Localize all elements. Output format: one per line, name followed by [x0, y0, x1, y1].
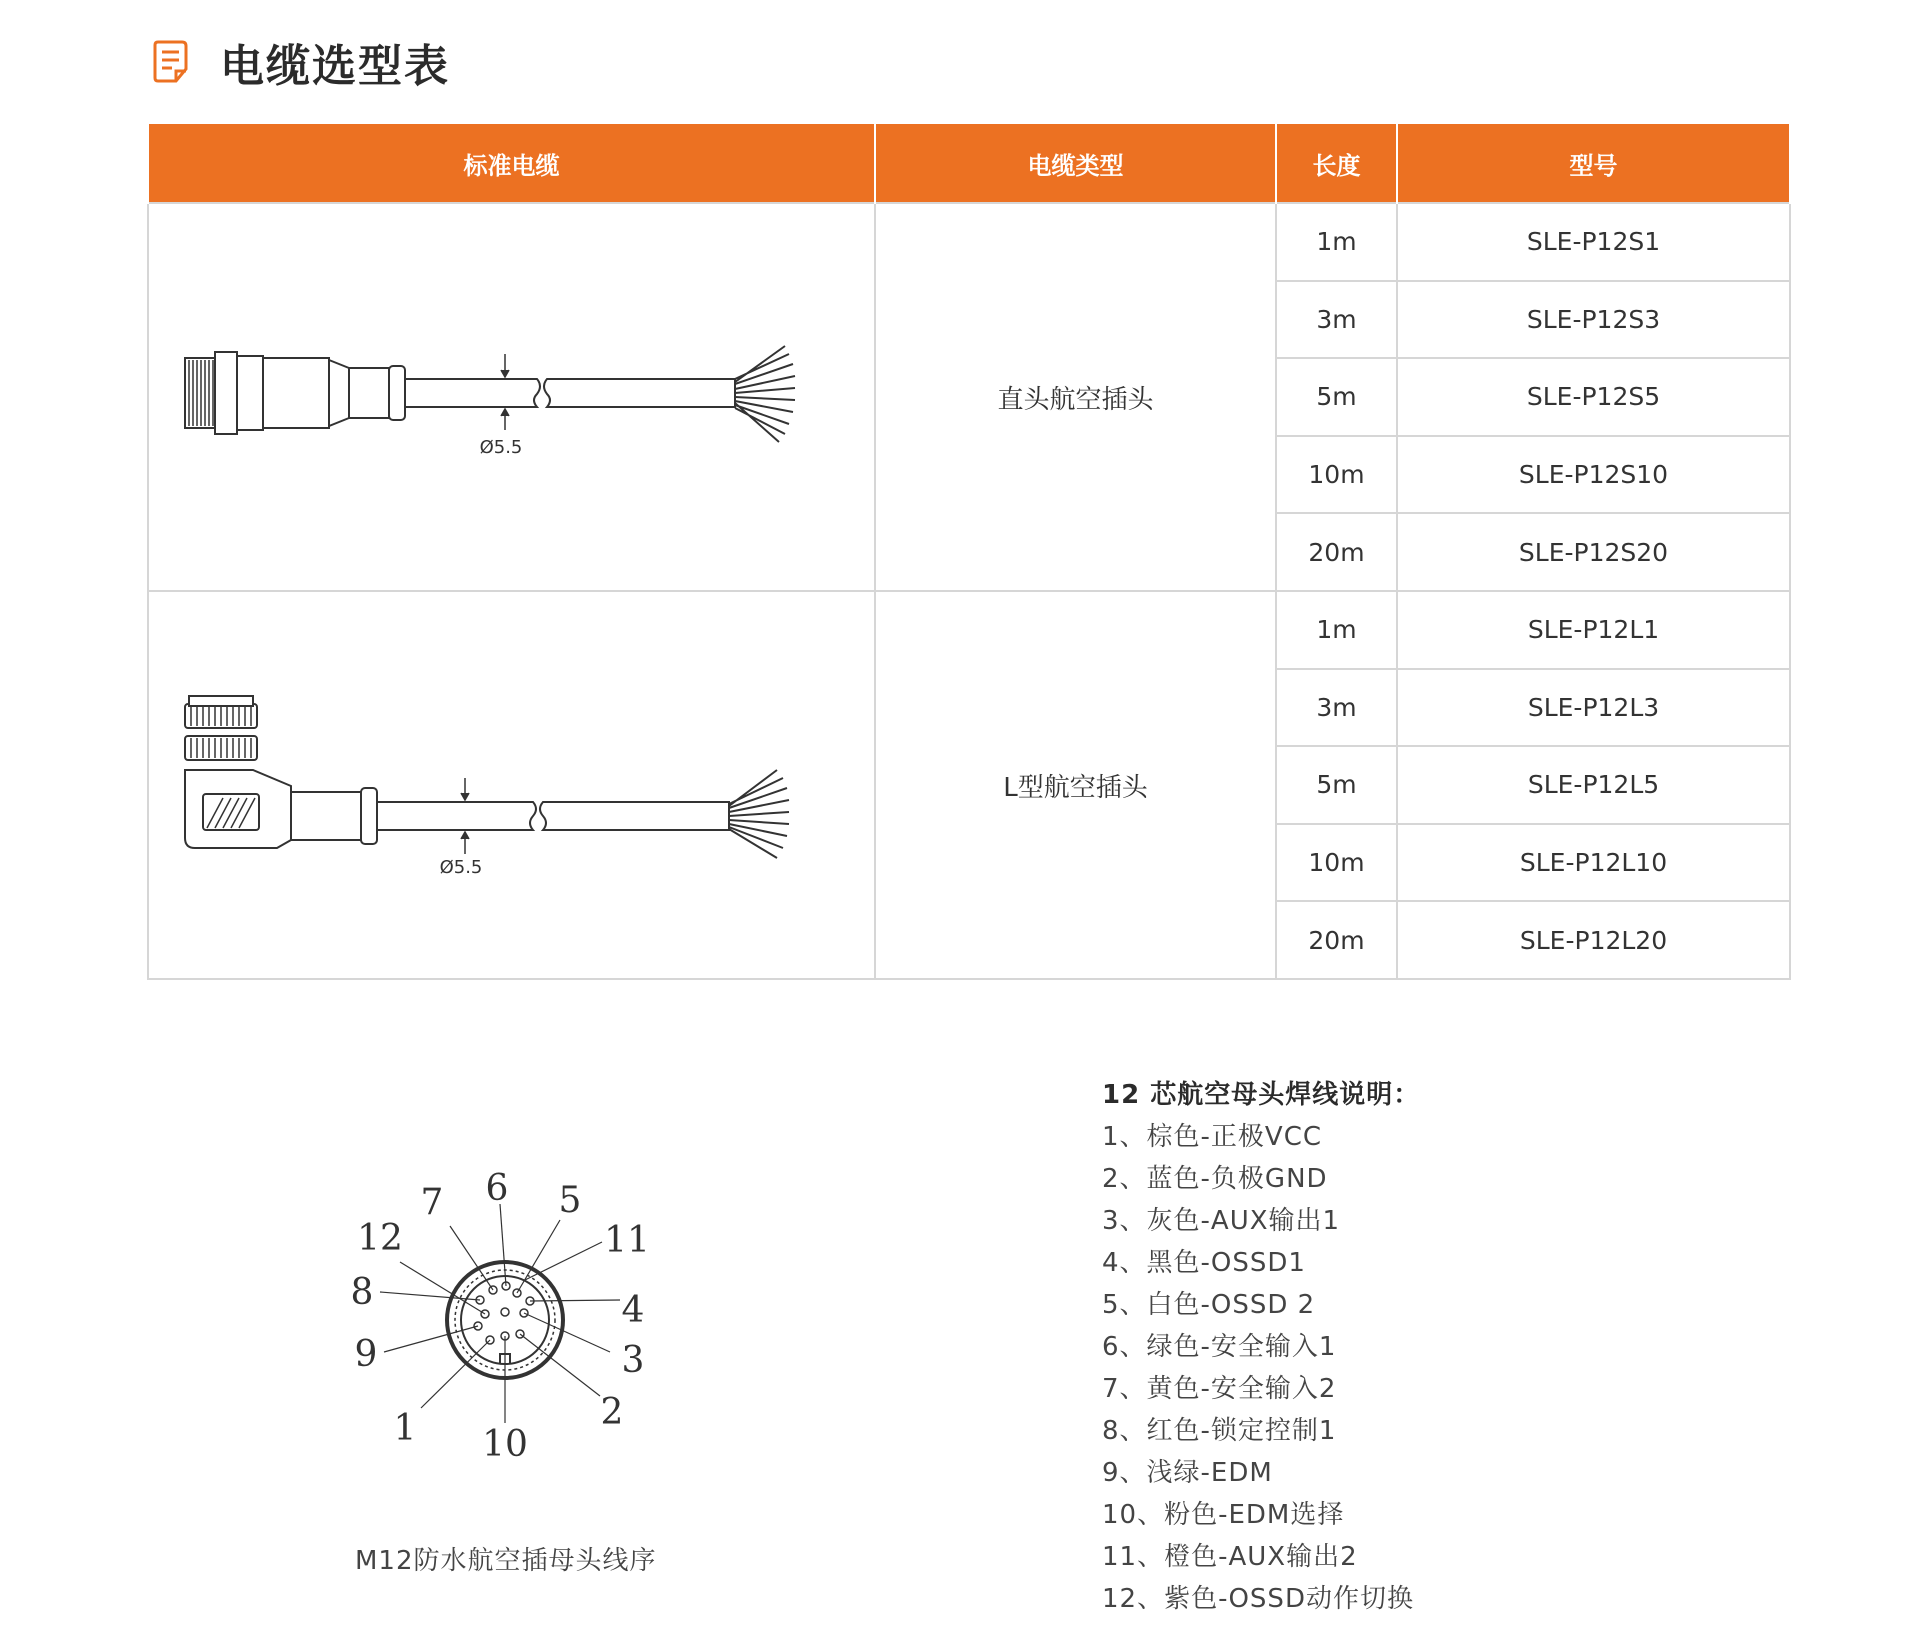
list-item: 2、蓝色-负极GND — [1102, 1164, 1328, 1194]
table-header-row — [148, 124, 1790, 203]
cable-image-cell — [148, 591, 875, 979]
pin-label-3: 3 — [621, 1340, 645, 1381]
model-cell: SLE-P12S5 — [1397, 358, 1790, 436]
model-cell: SLE-P12L1 — [1397, 591, 1790, 669]
header-cable-type: 电缆类型 — [875, 124, 1276, 203]
length-cell: 20m — [1276, 513, 1397, 591]
length-cell: 1m — [1276, 203, 1397, 281]
list-item: 1、棕色-正极VCC — [1102, 1122, 1323, 1152]
length-cell: 5m — [1276, 746, 1397, 824]
model-cell: SLE-P12S20 — [1397, 513, 1790, 591]
list-item: 9、浅绿-EDM — [1102, 1458, 1273, 1488]
list-item: 11、橙色-AUX输出2 — [1102, 1542, 1358, 1572]
pin-label-5: 5 — [558, 1180, 582, 1221]
l-shaped-connector-cable-drawing — [149, 592, 876, 972]
pin-label-10: 10 — [482, 1424, 528, 1465]
model-cell: SLE-P12S10 — [1397, 436, 1790, 514]
pin-label-12: 12 — [357, 1218, 403, 1259]
length-cell: 3m — [1276, 669, 1397, 747]
header-length: 长度 — [1276, 124, 1397, 203]
list-item: 7、黄色-安全输入2 — [1102, 1374, 1337, 1404]
wiring-title: 12 芯航空母头焊线说明： — [1102, 1080, 1421, 1110]
page-title: 电缆选型表 — [220, 41, 450, 92]
pin-leader-lines — [380, 1204, 620, 1423]
length-cell: 10m — [1276, 436, 1397, 514]
list-item: 12、紫色-OSSD动作切换 — [1102, 1584, 1414, 1614]
list-item: 4、黑色-OSSD1 — [1102, 1248, 1306, 1278]
pin-label-7: 7 — [420, 1182, 444, 1223]
model-cell: SLE-P12L5 — [1397, 746, 1790, 824]
cable-type-cell: 直头航空插头 — [875, 203, 1276, 591]
length-cell: 20m — [1276, 901, 1397, 979]
pinout-caption: M12防水航空插母头线序 — [355, 1546, 657, 1576]
wiring-list — [1102, 1116, 1414, 1620]
list-item: 10、粉色-EDM选择 — [1102, 1500, 1345, 1530]
header-model: 型号 — [1397, 124, 1790, 203]
table-row — [148, 591, 1790, 669]
pin-label-11: 11 — [604, 1220, 650, 1261]
model-cell: SLE-P12L10 — [1397, 824, 1790, 902]
pin-label-4: 4 — [621, 1290, 645, 1331]
length-cell: 10m — [1276, 824, 1397, 902]
table-row — [148, 203, 1790, 281]
model-cell: SLE-P12S3 — [1397, 281, 1790, 359]
document-icon — [152, 39, 192, 85]
model-cell: SLE-P12S1 — [1397, 203, 1790, 281]
pin-label-6: 6 — [485, 1170, 509, 1209]
length-cell: 5m — [1276, 358, 1397, 436]
diameter-label: Ø5.5 — [439, 857, 483, 878]
list-item: 5、白色-OSSD 2 — [1102, 1290, 1316, 1320]
m12-pinout-diagram — [340, 1170, 680, 1470]
model-cell: SLE-P12L3 — [1397, 669, 1790, 747]
cable-selection-table — [147, 124, 1791, 980]
diameter-label: Ø5.5 — [479, 437, 523, 458]
cable-image-cell — [148, 203, 875, 591]
list-item: 8、红色-锁定控制1 — [1102, 1416, 1337, 1446]
model-cell: SLE-P12L20 — [1397, 901, 1790, 979]
pin-label-1: 1 — [393, 1408, 417, 1449]
header-standard-cable: 标准电缆 — [148, 124, 875, 203]
pin-label-2: 2 — [600, 1392, 624, 1433]
cable-type-cell: L型航空插头 — [875, 591, 1276, 979]
length-cell: 3m — [1276, 281, 1397, 359]
list-item: 6、绿色-安全输入1 — [1102, 1332, 1337, 1362]
page-header — [152, 30, 450, 94]
length-cell: 1m — [1276, 591, 1397, 669]
straight-connector-cable-drawing — [149, 204, 876, 584]
list-item: 3、灰色-AUX输出1 — [1102, 1206, 1341, 1236]
pin-label-8: 8 — [350, 1272, 374, 1313]
pin-label-9: 9 — [354, 1334, 378, 1375]
